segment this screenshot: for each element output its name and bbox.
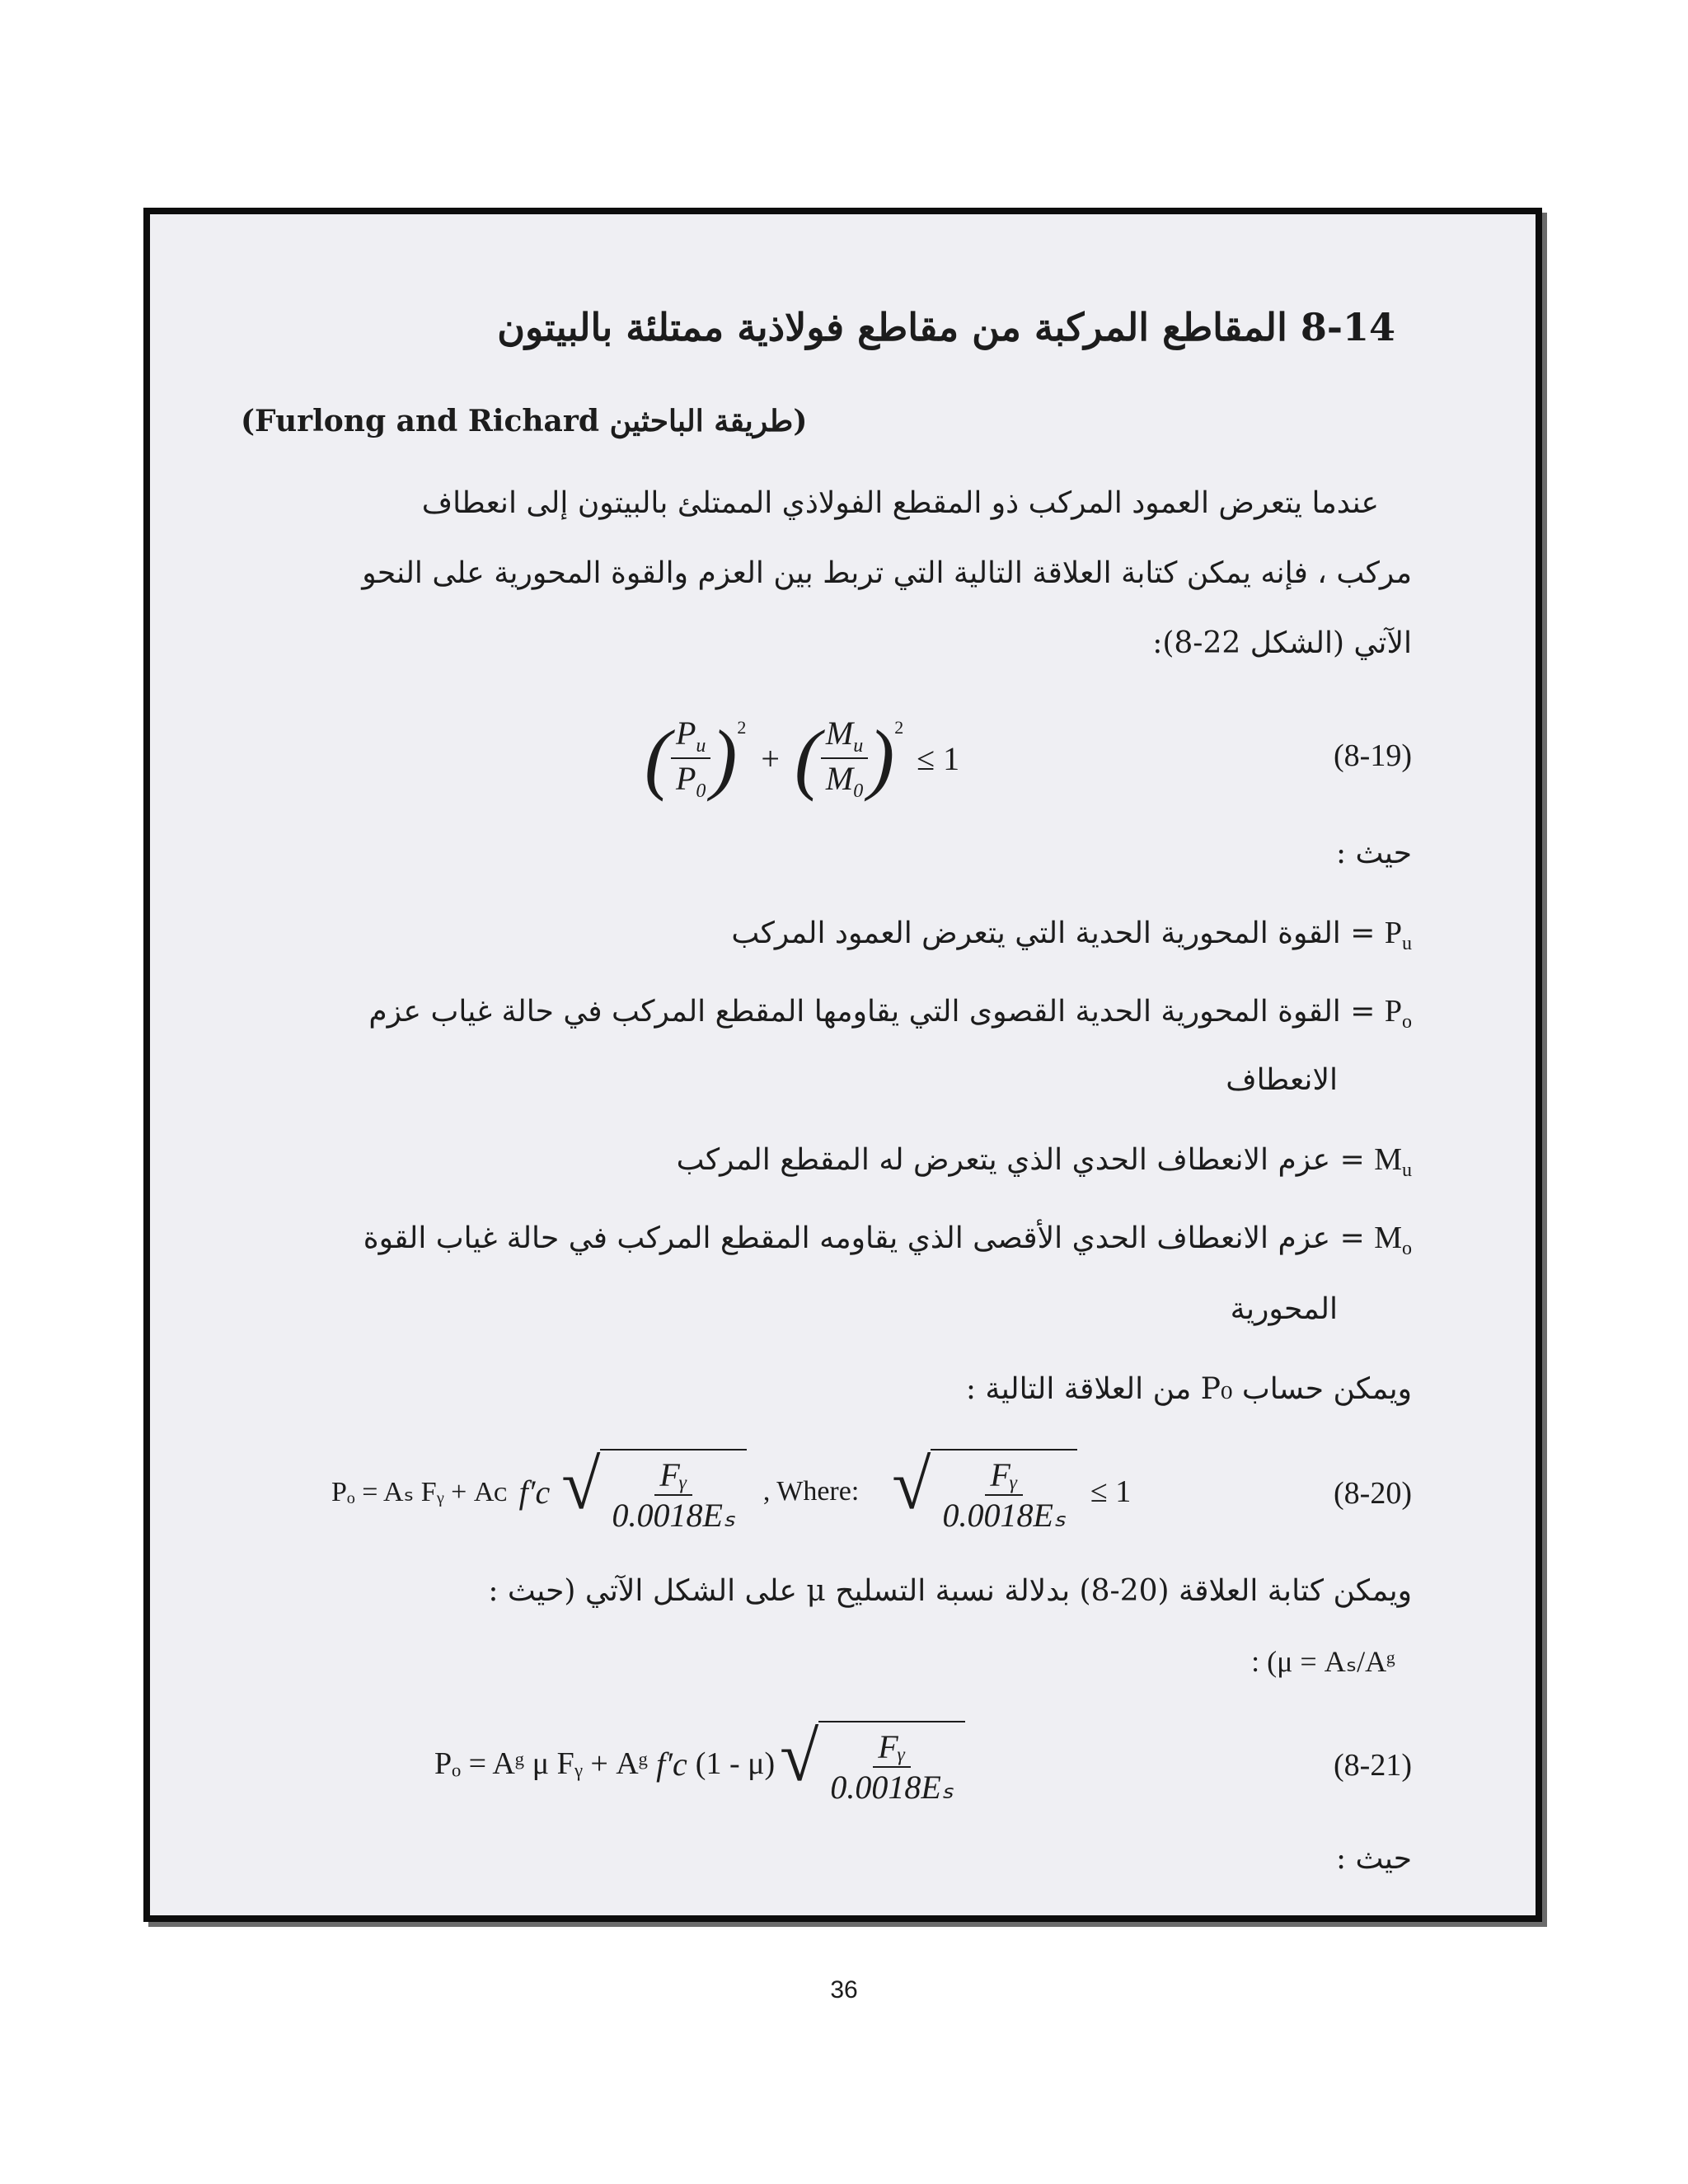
left-paren: ( [645,714,671,802]
fraction-mu-m0: $\frac{M_u}{M_0}$ [821,714,868,803]
intro-line-3: الآتي (الشكل 22-8): [1152,626,1412,660]
equation-number-8-21: (8-21) [1334,1748,1412,1783]
equation-8-19: ( $\frac{P_u}{P_0}$ ) $^2$ + ( $\frac{M_u}{M_0}$ ) $^2$ ≤ 1 [645,714,960,802]
fraction-pu-p0: $\frac{P_u}{P_0}$ [671,714,710,803]
sqrt-term-21: √ $\frac{\text{Fᵧ}}{\text{0.0018Eₛ}}$ [780,1721,965,1807]
equation-number-8-19: (8-19) [1334,738,1412,773]
equation-8-21: Pₒ = Aᵍ μ Fᵧ + Aᵍ f′c (1 - μ) √ $\frac{\text{Fᵧ}}{\text{0.0018Eₛ}}$ [434,1710,965,1817]
sqrt-condition: √ $\frac{\text{Fᵧ}}{\text{0.0018Eₛ}}$ [892,1449,1077,1535]
section-subtitle: (Furlong and Richard طريقة الباحثين) [241,404,808,438]
definition-pu: $P_u$ = القوة المحورية الحدية التي يتعرض العمود المركب [731,916,1412,955]
definition-mo: $M_o$ = عزم الانعطاف الحدي الأقصى الذي يقاومه المقطع المركب في حالة غياب القوة [363,1221,1412,1260]
right-paren: ) [710,714,738,802]
intro-line-2: مركب ، فإنه يمكن كتابة العلاقة التالية التي تربط بين العزم والقوة المحورية على النحو [362,556,1412,590]
definition-po: $P_o$ = القوة المحورية الحدية القصوى التي يقاومها المقطع المركب في حالة غياب عزم [368,994,1412,1033]
page-number: 36 [830,1976,858,2004]
definition-mo-continued: المحورية [1230,1292,1338,1326]
intro-line-1: عندما يتعرض العمود المركب ذو المقطع الفولاذي الممتلئ بالبيتون إلى انعطاف [421,486,1379,520]
equation-8-20: Pₒ = Aₛ Fᵧ + Aᴄ f′c √ $\frac{\text{Fᵧ}}{\text{0.0018Eₛ}}$ , Where: √ $\frac{\text{Fᵧ}}{\text{0.0018Eₛ}}$ ≤ 1 [331,1445,1132,1534]
mu-line-1: ويمكن كتابة العلاقة (20-8) بدلالة نسبة التسليح μ على الشكل الآتي (حيث : [488,1574,1412,1608]
section-title: 8-14 المقاطع المركبة من مقاطع فولاذية ممتلئة بالبيتون [497,305,1395,349]
where-label-1: حيث : [1335,837,1412,870]
page-frame [143,208,1542,1922]
where-label-2: حيث : [1335,1842,1412,1876]
equation-number-8-20: (8-20) [1334,1476,1412,1511]
definition-po-continued: الانعطاف [1226,1063,1338,1097]
calc-po-line: ويمكن حساب P₀ من العلاقة التالية : [965,1372,1412,1406]
definition-mu: $M_u$ = عزم الانعطاف الحدي الذي يتعرض له المقطع المركب [676,1142,1412,1182]
sqrt-term: √ $\frac{\text{Fᵧ}}{\text{0.0018Eₛ}}$ [561,1449,747,1535]
mu-line-2: : (μ = Aₛ/Aᵍ [1251,1645,1395,1678]
